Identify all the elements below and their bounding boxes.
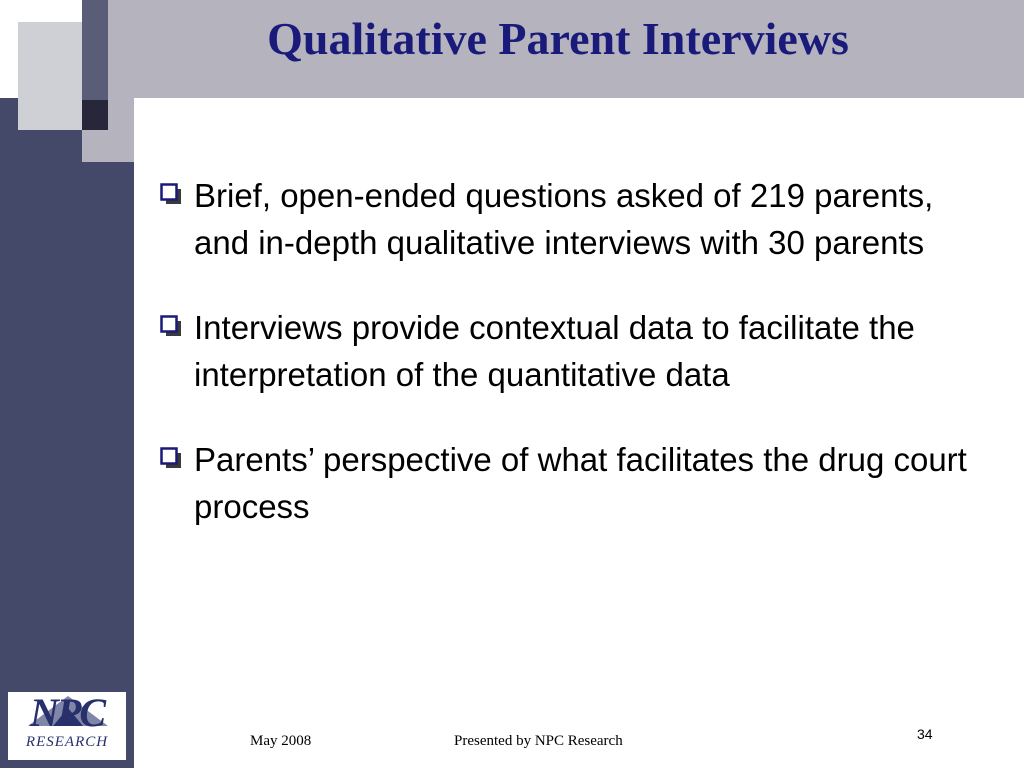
npc-research-logo: [8, 692, 126, 760]
bullet-item: [158, 172, 988, 266]
checkbox-square-icon: [160, 183, 182, 205]
logo-sub-text: RESEARCH: [25, 734, 109, 750]
footer-date: May 2008: [250, 733, 312, 749]
logo-main-text: NPC: [30, 690, 104, 735]
decor-square-grey: [18, 22, 82, 130]
checkbox-square-icon: [160, 315, 182, 337]
decor-square-dark: [82, 0, 108, 100]
left-sidebar-bar: [0, 98, 134, 768]
bullet-item: [158, 436, 988, 530]
bullet-text: Interviews provide contextual data to facilitate the interpretation of the quantitative data: [194, 309, 915, 393]
bullet-text: Parents’ perspective of what facilitates the drug court process: [194, 441, 967, 525]
page-number: 34: [917, 726, 933, 742]
decor-square-light-lower: [82, 130, 134, 162]
footer-presenter: Presented by NPC Research: [454, 733, 623, 749]
checkbox-square-icon: [160, 447, 182, 469]
bullet-item: [158, 304, 988, 398]
bullet-text: Brief, open-ended questions asked of 219 parents, and in-depth qualitative interviews with 30 parents: [194, 177, 934, 261]
bullet-list: [158, 172, 988, 568]
slide-title: Qualitative Parent Interviews: [267, 13, 849, 64]
decor-square-light: [108, 98, 134, 130]
decor-square-black: [82, 100, 108, 130]
